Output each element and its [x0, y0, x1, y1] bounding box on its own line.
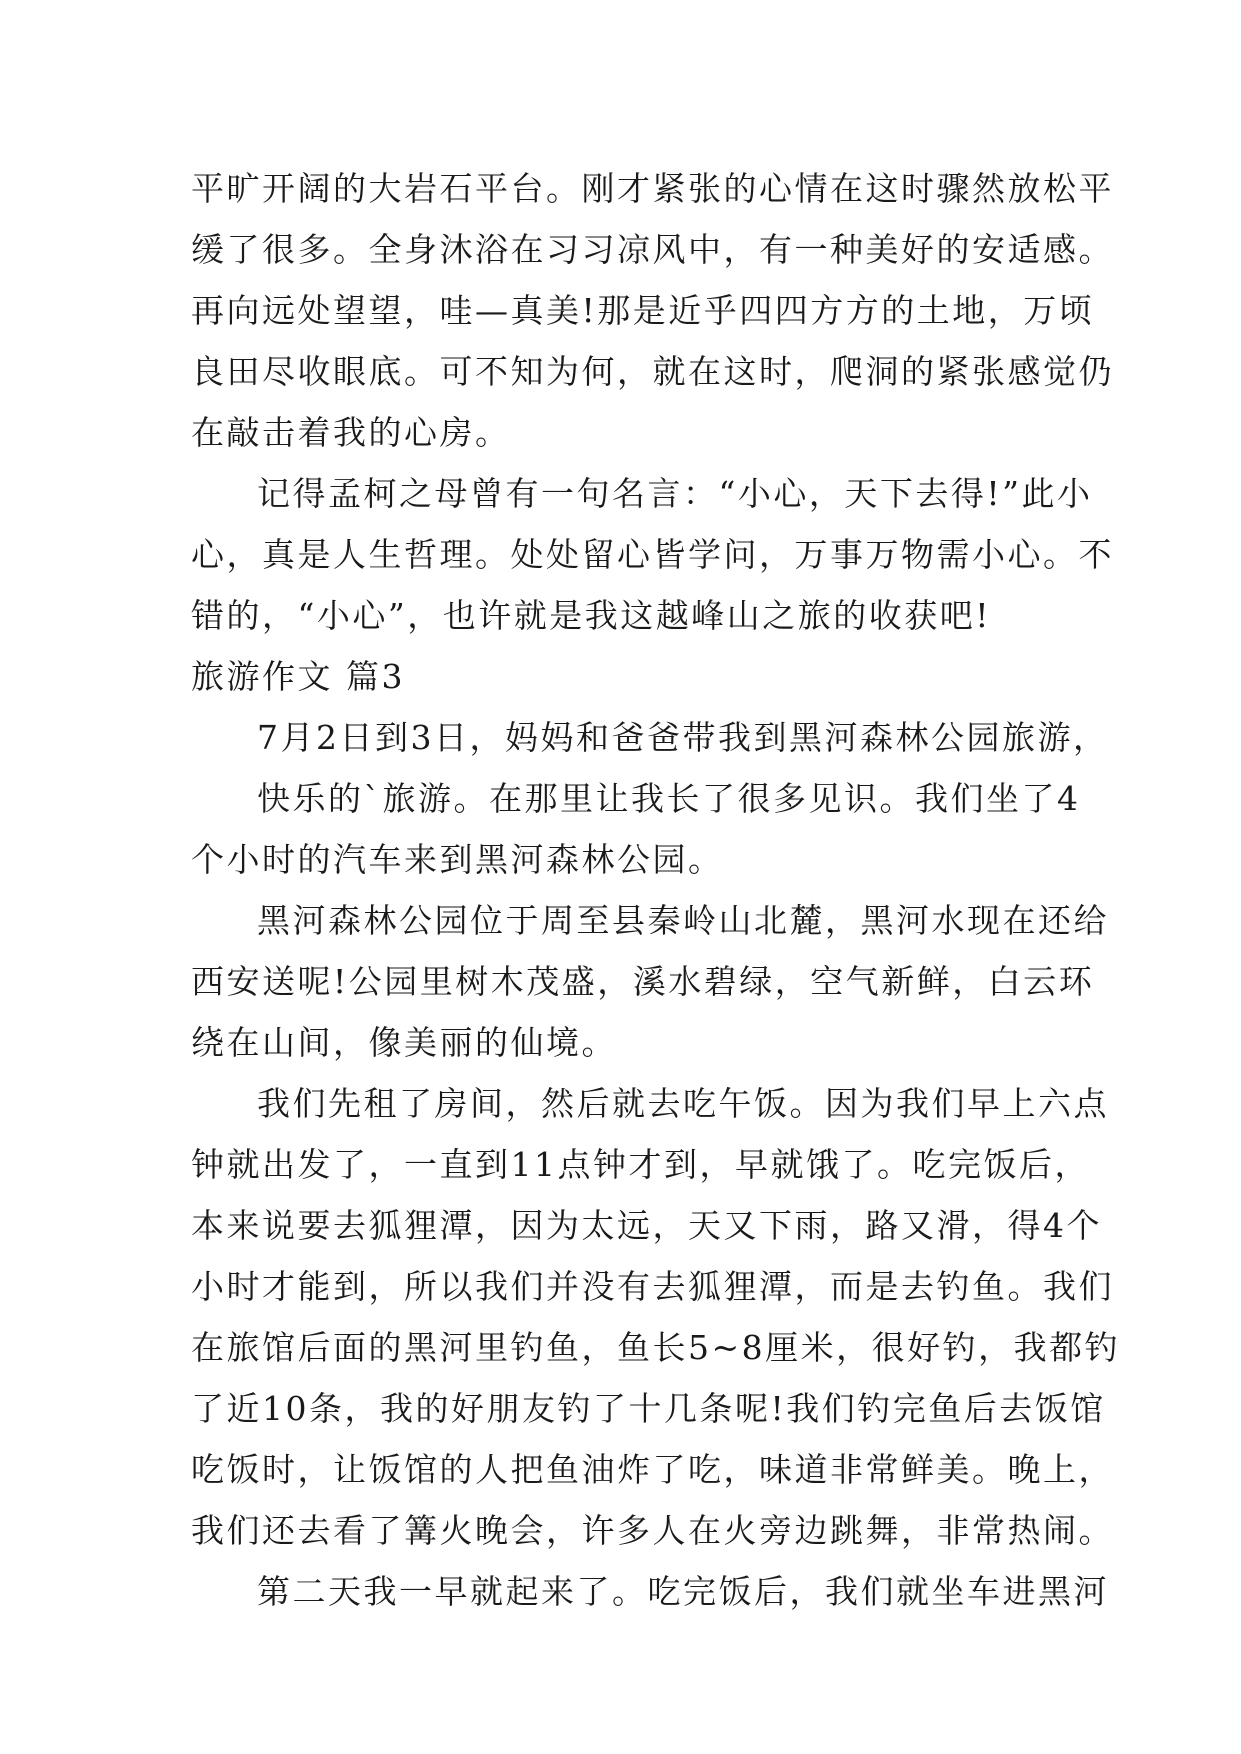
text-line: 再向远处望望，哇—真美!那是近乎四四方方的土地，万顷	[191, 291, 1095, 330]
text-line: 了近10条，我的好朋友钓了十几条呢!我们钓完鱼后去饭馆	[191, 1389, 1106, 1428]
text-line: 在旅馆后面的黑河里钓鱼，鱼长5~8厘米，很好钓，我都钓	[191, 1328, 1121, 1367]
text-line: 错的，“小心”，也许就是我这越峰山之旅的收获吧!	[191, 596, 992, 635]
paragraph-start-line: 7月2日到3日，妈妈和爸爸带我到黑河森林公园旅游，	[257, 718, 1109, 757]
paragraph-start-line: 记得孟柯之母曾有一句名言：“小心，天下去得!”此小	[257, 474, 1093, 513]
section-heading: 旅游作文 篇3	[191, 657, 405, 696]
text-line: 良田尽收眼底。可不知为何，就在这时，爬洞的紧张感觉仍	[191, 352, 1114, 391]
text-line: 小时才能到，所以我们并没有去狐狸潭，而是去钓鱼。我们	[191, 1267, 1114, 1306]
text-line: 在敲击着我的心房。	[191, 413, 511, 452]
text-line: 吃饭时，让饭馆的人把鱼油炸了吃，味道非常鲜美。晚上，	[191, 1450, 1114, 1489]
paragraph-start-line: 第二天我一早就起来了。吃完饭后，我们就坐车进黑河	[257, 1572, 1109, 1611]
text-line: 我们还去看了篝火晚会，许多人在火旁边跳舞，非常热闹。	[191, 1511, 1114, 1550]
text-line: 本来说要去狐狸潭，因为太远，天又下雨，路又滑，得4个	[191, 1206, 1102, 1245]
document-body	[191, 158, 1121, 1622]
paragraph-start-line: 我们先租了房间，然后就去吃午饭。因为我们早上六点	[257, 1084, 1109, 1123]
text-line: 西安送呢!公园里树木茂盛，溪水碧绿，空气新鲜，白云环	[191, 962, 1095, 1001]
text-line: 平旷开阔的大岩石平台。刚才紧张的心情在这时骤然放松平	[191, 169, 1114, 208]
text-line: 缓了很多。全身沐浴在习习凉风中，有一种美好的安适感。	[191, 230, 1114, 269]
text-line: 钟就出发了，一直到11点钟才到，早就饿了。吃完饭后，	[191, 1145, 1090, 1184]
paragraph-start-line: 快乐的`旅游。在那里让我长了很多见识。我们坐了4	[257, 779, 1081, 818]
text-line: 个小时的汽车来到黑河森林公园。	[191, 840, 724, 879]
paragraph-start-line: 黑河森林公园位于周至县秦岭山北麓，黑河水现在还给	[257, 901, 1109, 940]
text-line: 绕在山间，像美丽的仙境。	[191, 1023, 617, 1062]
text-line: 心，真是人生哲理。处处留心皆学问，万事万物需小心。不	[191, 535, 1114, 574]
